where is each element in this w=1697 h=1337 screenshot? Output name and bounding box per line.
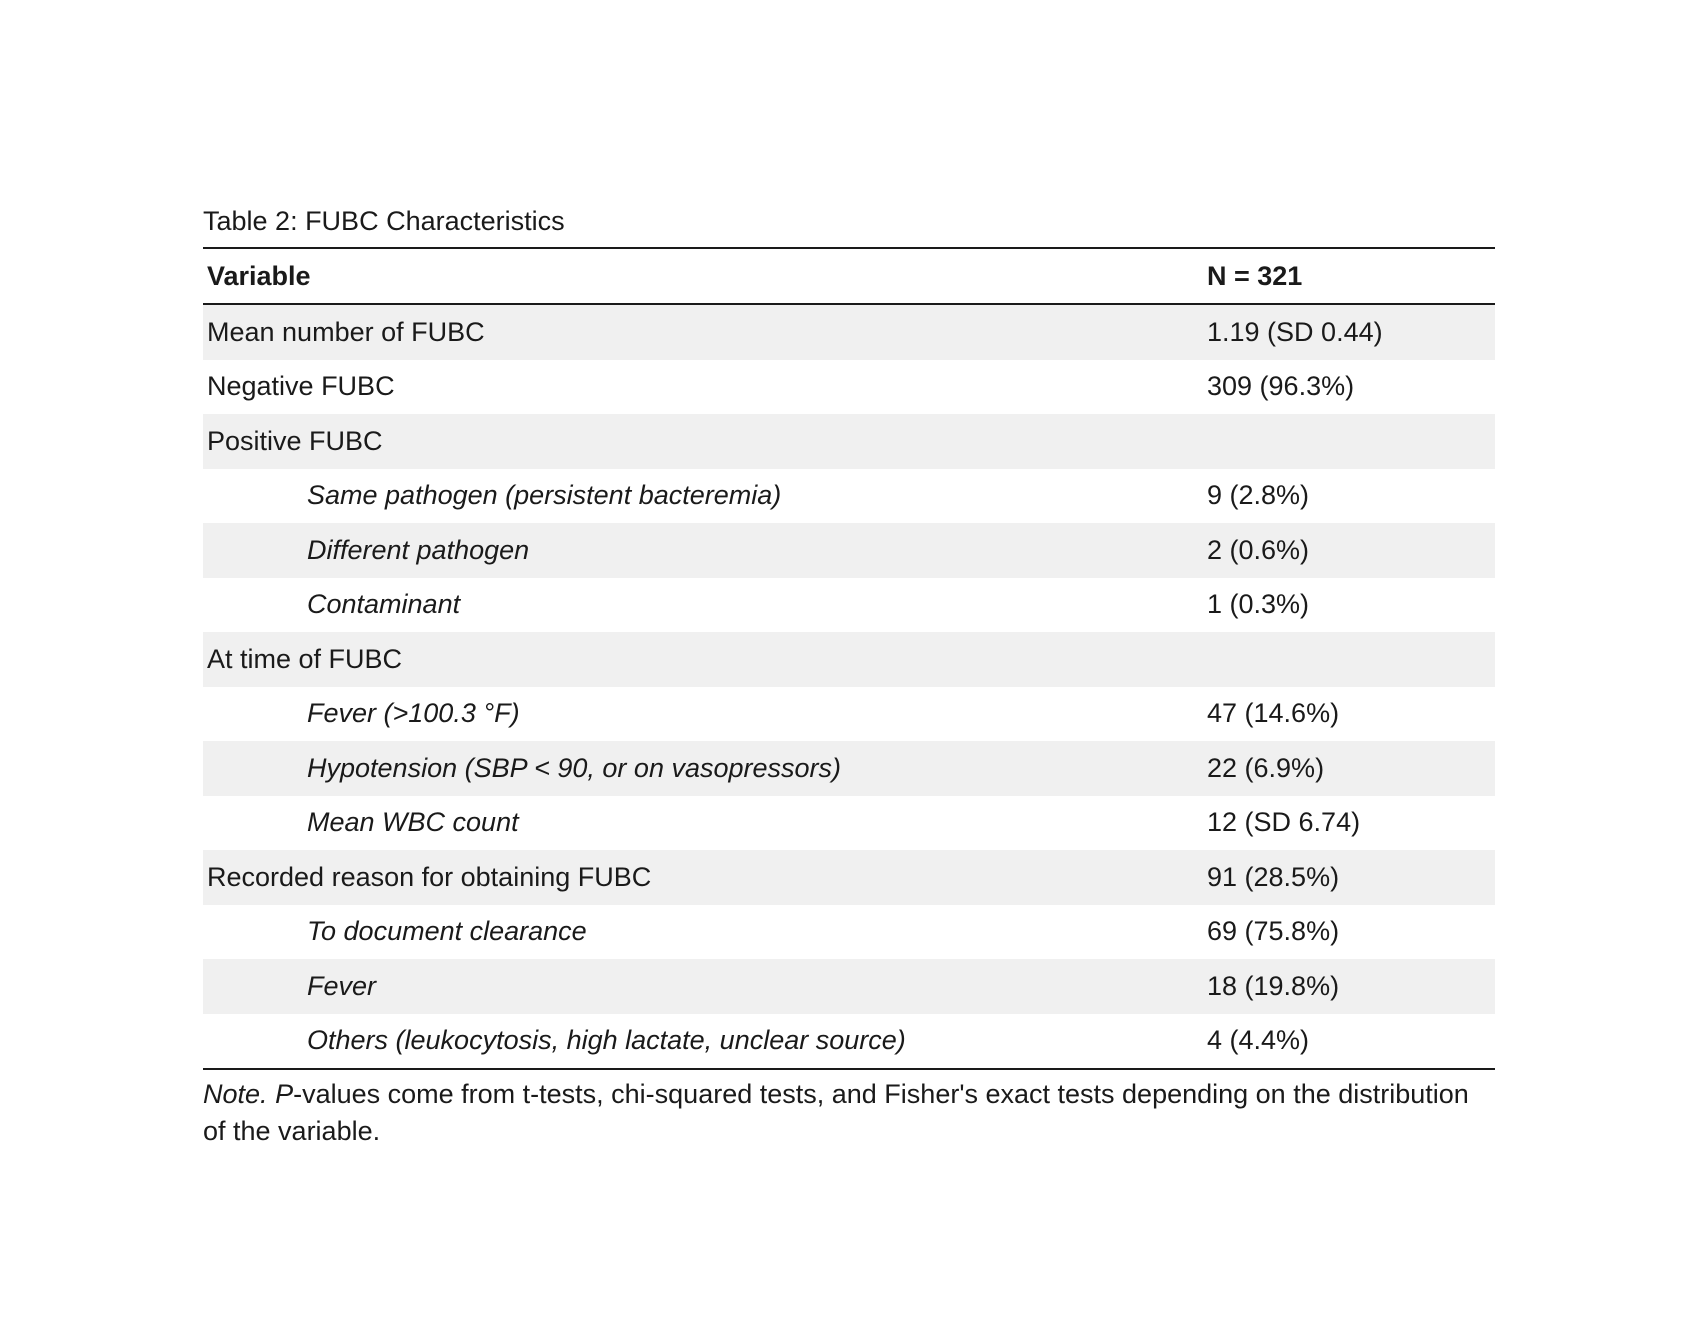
table-row [203, 1014, 1495, 1070]
table-row [203, 796, 1495, 851]
row-value: 69 (75.8%) [1207, 916, 1340, 947]
row-value: 22 (6.9%) [1207, 752, 1325, 783]
row-label: Fever [307, 970, 377, 1001]
note-text: -values come from t-tests, chi-squared tests, and Fisher's exact tests depending on the distribution of the variable. [203, 1079, 1469, 1146]
row-value [1203, 414, 1495, 469]
row-value: 91 (28.5%) [1207, 861, 1340, 892]
row-value: 309 (96.3%) [1207, 371, 1355, 402]
table-body [203, 304, 1495, 1069]
table-header-row [203, 248, 1495, 304]
note-prefix: Note. [203, 1079, 268, 1109]
fubc-characteristics-table [203, 247, 1495, 1070]
row-value: 47 (14.6%) [1207, 698, 1340, 729]
table-row [203, 414, 1495, 469]
row-value: 9 (2.8%) [1207, 480, 1310, 511]
note-p-letter: P [275, 1079, 294, 1109]
row-label: To document clearance [307, 916, 587, 947]
table-row [203, 959, 1495, 1014]
table-row [203, 632, 1495, 687]
row-value: 18 (19.8%) [1207, 970, 1340, 1001]
table-row [203, 850, 1495, 905]
row-label: Fever (>100.3 °F) [307, 698, 520, 729]
row-label: Negative FUBC [207, 371, 395, 402]
table-caption: Table 2: FUBC Characteristics [203, 206, 565, 236]
table-note [203, 1076, 1495, 1150]
row-label: Different pathogen [307, 534, 530, 565]
row-label: Hypotension (SBP < 90, or on vasopressors) [307, 752, 842, 783]
row-value: 12 (SD 6.74) [1207, 807, 1361, 838]
table-row [203, 523, 1495, 578]
table-row [203, 469, 1495, 524]
row-label: Positive FUBC [207, 425, 383, 456]
table-row [203, 578, 1495, 633]
row-label: Mean WBC count [307, 807, 519, 838]
row-value: 1 (0.3%) [1207, 589, 1310, 620]
table-row [203, 304, 1495, 360]
table-container [203, 203, 1495, 1150]
row-label: Contaminant [307, 589, 461, 620]
table-row [203, 687, 1495, 742]
row-label: Others (leukocytosis, high lactate, unclear source) [307, 1025, 906, 1056]
header-variable: Variable [203, 248, 1203, 304]
row-value [1203, 632, 1495, 687]
row-label: Mean number of FUBC [207, 316, 485, 347]
table-row [203, 905, 1495, 960]
row-label: Recorded reason for obtaining FUBC [207, 861, 652, 892]
row-value: 2 (0.6%) [1207, 534, 1310, 565]
table-row [203, 360, 1495, 415]
row-label: At time of FUBC [207, 643, 403, 674]
row-label: Same pathogen (persistent bacteremia) [307, 480, 782, 511]
header-n: N = 321 [1203, 248, 1495, 304]
row-value: 4 (4.4%) [1207, 1025, 1310, 1056]
table-row [203, 741, 1495, 796]
row-value: 1.19 (SD 0.44) [1207, 316, 1383, 347]
